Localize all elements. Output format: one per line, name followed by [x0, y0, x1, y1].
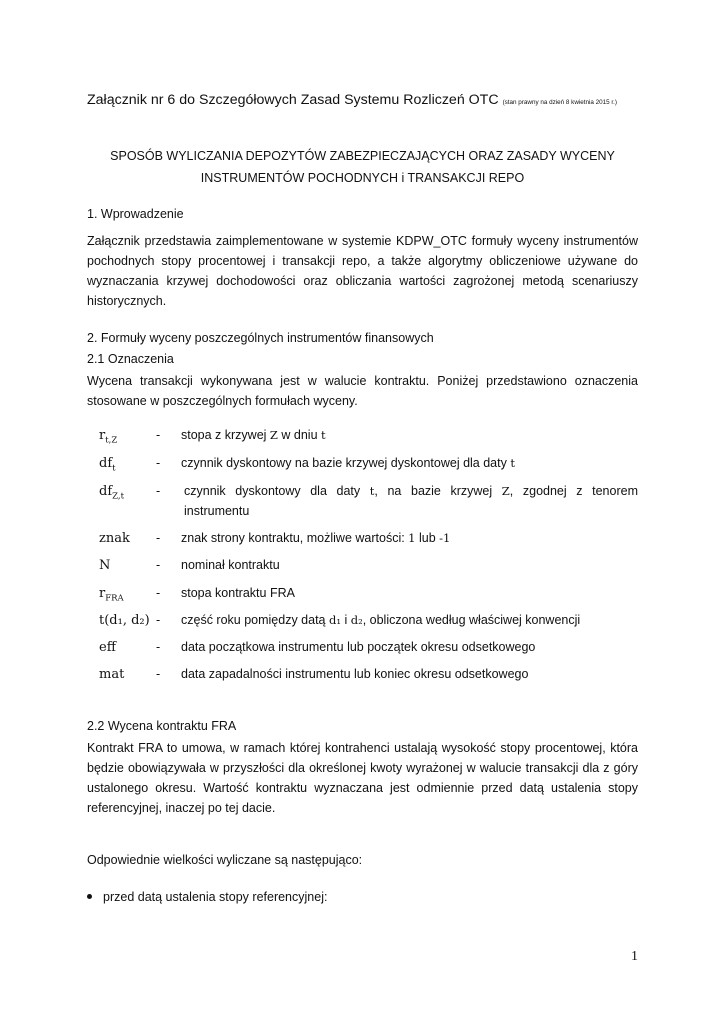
notation-symbol: t(d₁, d₂) [99, 613, 150, 628]
notation-dash: - [156, 456, 161, 470]
notation-dash: - [156, 667, 161, 681]
notation-description: czynnik dyskontowy na bazie krzywej dyskontowej dla daty t [181, 456, 515, 470]
doc-title-line-1: SPOSÓB WYLICZANIA DEPOZYTÓW ZABEZPIECZAJĄCYCH ORAZ ZASADY WYCENY [110, 149, 615, 163]
notation-symbol: mat [99, 667, 125, 682]
header-title: Załącznik nr 6 do Szczegółowych Zasad Systemu Rozliczeń OTC [87, 92, 499, 108]
bullet-text: przed datą ustalenia stopy referencyjnej: [103, 890, 328, 904]
section-2-2-heading: 2.2 Wycena kontraktu FRA [87, 719, 237, 733]
section-2-1-body: Wycena transakcji wykonywana jest w walucie kontraktu. Poniżej przedstawiono oznaczenia stosowane w poszczególnych formułach wyceny. [87, 374, 638, 408]
section-2-heading: 2. Formuły wyceny poszczególnych instrumentów finansowych [87, 331, 434, 345]
notation-description: data zapadalności instrumentu lub koniec okresu odsetkowego [181, 667, 529, 681]
section-2-2-followup: Odpowiednie wielkości wyliczane są następująco: [87, 853, 363, 867]
notation-description: część roku pomiędzy datą d₁ i d₂, obliczona według właściwej konwencji [181, 613, 581, 627]
notation-symbol: $r_{t,Z}$ [99, 428, 118, 446]
notation-symbol: znak [99, 531, 130, 546]
notation-description: data początkowa instrumentu lub początek okresu odsetkowego [181, 640, 536, 654]
notation-symbol: eff [99, 640, 116, 655]
notation-description: stopa kontraktu FRA [181, 586, 295, 600]
notation-dash: - [156, 428, 161, 442]
notation-description: czynnik dyskontowy dla daty t, na bazie krzywej Z, zgodnej z tenorem instrumentu [184, 484, 638, 518]
notation-dash: - [156, 558, 161, 572]
notation-symbol: N [99, 558, 111, 573]
header-note: (stan prawny na dzień 8 kwietnia 2015 r.) [502, 99, 618, 106]
notation-symbol: $df_t$ [99, 456, 116, 474]
notation-dash: - [156, 484, 161, 498]
notation-dash: - [156, 586, 161, 600]
document-header [87, 92, 617, 108]
bullet-item [87, 890, 327, 904]
notation-description: stopa z krzywej Z w dniu t [181, 428, 326, 442]
notation-symbol: $df_{Z,t}$ [99, 484, 125, 502]
notation-symbol: $r_{FRA}$ [99, 586, 124, 604]
section-1-body: Załącznik przedstawia zaimplementowane w systemie KDPW_OTC formuły wyceny instrumentów pochodnych stopy procentowej i transakcji repo, a także algorytmy obliczeniowe używane do wyznaczania krzywej dochodowości oraz obliczania wartości zagrożonej metodą scenariuszy historycznych. [87, 234, 638, 308]
bullet-icon [87, 894, 92, 899]
section-2-1-heading: 2.1 Oznaczenia [87, 352, 174, 366]
section-1-heading: 1. Wprowadzenie [87, 207, 184, 221]
doc-title-line-2: INSTRUMENTÓW POCHODNYCH i TRANSAKCJI REPO [200, 171, 525, 185]
notation-description: nominał kontraktu [181, 558, 280, 572]
page-number: 1 [631, 949, 638, 964]
notation-dash: - [156, 613, 161, 627]
notation-description: znak strony kontraktu, możliwe wartości: 1 lub -1 [181, 531, 451, 545]
notation-dash: - [156, 531, 161, 545]
notation-dash: - [156, 640, 161, 654]
section-2-2-body: Kontrakt FRA to umowa, w ramach której kontrahenci ustalają wysokość stopy procentowej, która będzie obowiązywała w przyszłości dla określonej kwoty wyrażonej w walucie transakcji dla z góry ustalonego okresu. Wartość kontraktu wyznaczana jest odmiennie przed datą ustalenia stopy referencyjnej, inaczej po tej dacie. [87, 741, 638, 815]
